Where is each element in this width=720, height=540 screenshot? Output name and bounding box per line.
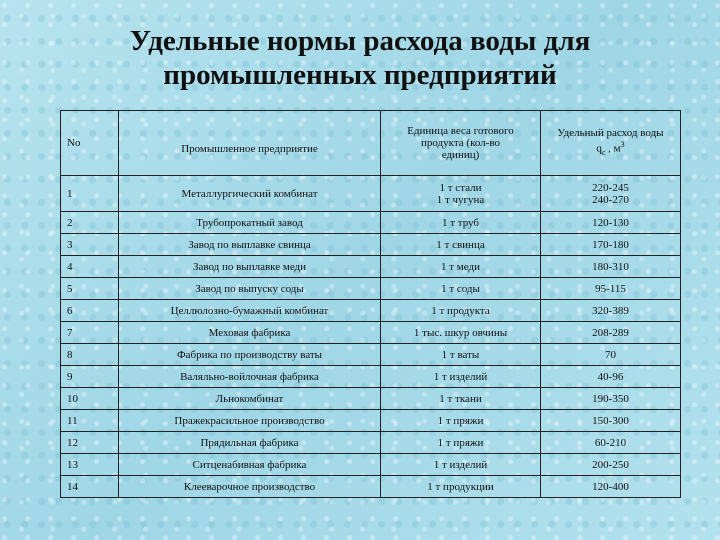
cell-rate [541, 454, 681, 476]
cell-enterprise: Фабрика по производству ваты [119, 344, 381, 366]
cell-unit-line: 1 т труб [441, 216, 480, 229]
cell-no: 6 [61, 300, 119, 322]
cell-no: 10 [61, 388, 119, 410]
cell-no: 9 [61, 366, 119, 388]
cell-rate [541, 234, 681, 256]
table-row [61, 278, 681, 300]
table-row [61, 454, 681, 476]
page-title [0, 24, 720, 92]
cell-rate-line: 70 [605, 348, 616, 361]
cell-rate-line: 120-130 [592, 216, 629, 229]
cell-unit [381, 454, 541, 476]
cell-rate-line: 220-245 [592, 181, 629, 194]
cell-unit [381, 366, 541, 388]
cell-rate-line: 40-96 [597, 370, 624, 383]
cell-rate [541, 256, 681, 278]
cell-unit-line: 1 т изделий [433, 458, 488, 471]
cell-unit-line: 1 т свинца [436, 238, 485, 251]
cell-enterprise: Трубопрокатный завод [119, 212, 381, 234]
header-no: No [61, 111, 119, 176]
cell-unit [381, 344, 541, 366]
water-norms-table [60, 110, 681, 498]
table-row [61, 344, 681, 366]
cell-unit-line: 1 т меди [441, 260, 480, 273]
cell-rate-line: 208-289 [592, 326, 629, 339]
cell-rate-line: 170-180 [592, 238, 629, 251]
cell-unit [381, 300, 541, 322]
cell-enterprise: Завод по выплавке свинца [119, 234, 381, 256]
table-row [61, 234, 681, 256]
cell-unit-line: 1 т продукта [431, 304, 490, 317]
cell-rate [541, 212, 681, 234]
cell-unit-line: 1 т пряжи [437, 414, 484, 427]
table-row [61, 322, 681, 344]
cell-no: 11 [61, 410, 119, 432]
table-row [61, 476, 681, 498]
cell-unit [381, 278, 541, 300]
cell-rate-line: 120-400 [592, 480, 629, 493]
cell-unit [381, 212, 541, 234]
cell-unit [381, 234, 541, 256]
cell-no: 14 [61, 476, 119, 498]
cell-enterprise: Ситценабивная фабрика [119, 454, 381, 476]
cell-rate-line: 190-350 [592, 392, 629, 405]
header-rate: Удельный расход воды $q_c$ , $м^3$ [541, 111, 681, 176]
cell-rate-line: 320-389 [592, 304, 629, 317]
cell-rate [541, 410, 681, 432]
cell-unit-line: 1 т соды [441, 282, 480, 295]
cell-no: 1 [61, 176, 119, 212]
cell-unit [381, 322, 541, 344]
cell-rate-line: 200-250 [592, 458, 629, 471]
table-row [61, 300, 681, 322]
cell-no: 4 [61, 256, 119, 278]
cell-no: 5 [61, 278, 119, 300]
cell-unit [381, 176, 541, 212]
title-line-1: Удельные нормы расхода воды для [129, 25, 591, 57]
title-line-2: промышленных предприятий [163, 59, 557, 91]
table-body [61, 176, 681, 498]
table-row [61, 212, 681, 234]
cell-enterprise: Льнокомбинат [119, 388, 381, 410]
cell-rate [541, 278, 681, 300]
cell-no: 8 [61, 344, 119, 366]
cell-unit-line: 1 т стали [439, 181, 482, 194]
cell-no: 13 [61, 454, 119, 476]
cell-unit-line: 1 т пряжи [437, 436, 484, 449]
cell-rate [541, 388, 681, 410]
cell-unit [381, 476, 541, 498]
cell-no: 2 [61, 212, 119, 234]
cell-rate [541, 300, 681, 322]
cell-enterprise: Завод по выпуску соды [119, 278, 381, 300]
cell-rate-line: 150-300 [592, 414, 629, 427]
cell-no: 7 [61, 322, 119, 344]
cell-unit-line: 1 тыс. шкур овчины [413, 326, 508, 339]
cell-enterprise: Завод по выплавке меди [119, 256, 381, 278]
cell-rate-line: 95-115 [595, 282, 626, 295]
cell-unit [381, 432, 541, 454]
cell-rate-line: 180-310 [592, 260, 629, 273]
cell-enterprise: Прядильная фабрика [119, 432, 381, 454]
table-row [61, 256, 681, 278]
cell-enterprise: Целлюлозно-бумажный комбинат [119, 300, 381, 322]
cell-enterprise: Пражекрасильное производство [119, 410, 381, 432]
cell-unit-line: 1 т ваты [441, 348, 480, 361]
cell-no: 12 [61, 432, 119, 454]
cell-unit-line: 1 т изделий [433, 370, 488, 383]
cell-unit [381, 256, 541, 278]
cell-unit-line: 1 т продукции [427, 480, 494, 493]
cell-unit [381, 388, 541, 410]
cell-rate [541, 432, 681, 454]
table-row [61, 410, 681, 432]
cell-rate-line: 240-270 [592, 193, 629, 206]
table-row [61, 432, 681, 454]
cell-enterprise: Клееварочное производство [119, 476, 381, 498]
cell-enterprise: Валяльно-войлочная фабрика [119, 366, 381, 388]
cell-unit-line: 1 т ткани [439, 392, 482, 405]
table-row [61, 366, 681, 388]
table-row [61, 176, 681, 212]
table-row [61, 388, 681, 410]
cell-rate [541, 366, 681, 388]
header-unit: Единица веса готового продукта (кол-во единиц) [381, 111, 541, 176]
cell-enterprise: Металлургический комбинат [119, 176, 381, 212]
cell-rate [541, 476, 681, 498]
cell-no: 3 [61, 234, 119, 256]
cell-unit-line: 1 т чугуна [436, 193, 485, 206]
cell-rate-line: 60-210 [594, 436, 627, 449]
cell-rate [541, 344, 681, 366]
table-header-row [61, 111, 681, 176]
header-enterprise: Промышленное предприятие [119, 111, 381, 176]
cell-unit [381, 410, 541, 432]
cell-enterprise: Меховая фабрика [119, 322, 381, 344]
cell-rate [541, 176, 681, 212]
cell-rate [541, 322, 681, 344]
